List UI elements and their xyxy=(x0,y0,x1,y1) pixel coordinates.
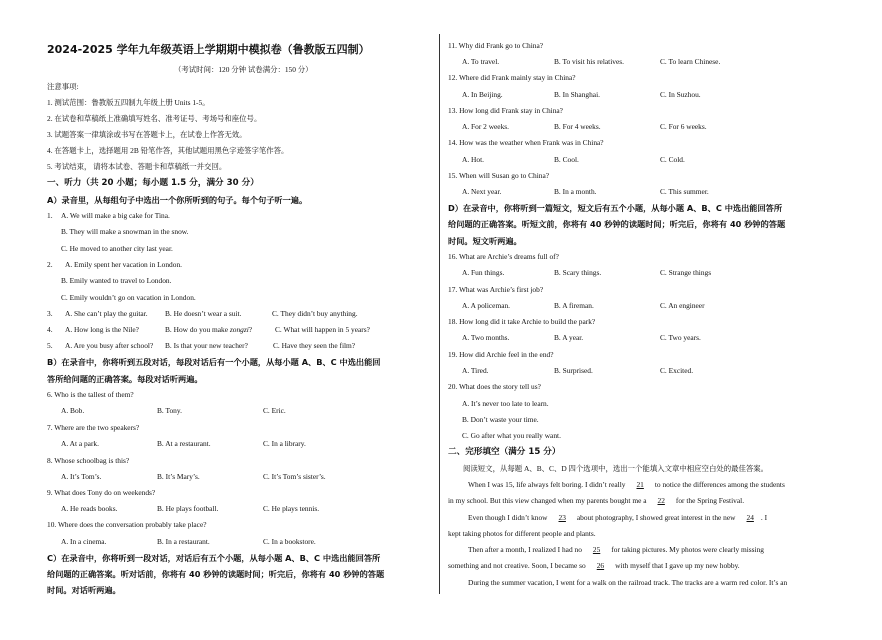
q16-question: 16. What are Archie’s dreams full of? xyxy=(448,252,559,261)
exam-title: 2024-2025 学年九年级英语上学期期中模拟卷（鲁教版五四制） xyxy=(47,43,370,56)
cloze-line-2 xyxy=(448,496,744,506)
q15-option-a: A. Next year. xyxy=(462,187,502,196)
q8-option-c: C. It’s Tom’s sister’s. xyxy=(263,472,326,481)
q16-option-a: A. Fun things. xyxy=(462,268,505,277)
q12-option-a: A. In Beijing. xyxy=(462,90,503,99)
cloze-blank-24[interactable]: 24 xyxy=(746,513,754,522)
q6-question: 6. Who is the tallest of them? xyxy=(47,390,134,399)
cloze-line-7: During the summer vacation, I went for a walk on the railroad track. The tracks are a warm red color. It’s an xyxy=(468,578,788,587)
q14-option-b: B. Cool. xyxy=(554,155,579,164)
note-item: 3. 试题答案一律填涂或书写在答题卡上，在试卷上作答无效。 xyxy=(47,130,247,139)
cloze-line-5 xyxy=(468,545,764,555)
q4-option-c: C. What will happen in 5 years? xyxy=(275,325,370,334)
notes-heading: 注意事项: xyxy=(47,82,79,91)
q4-option-b xyxy=(165,325,252,335)
q10-question: 10. Where does the conversation probably take place? xyxy=(47,520,207,529)
q6-option-a: A. Bob. xyxy=(61,406,85,415)
q2-option-a: A. Emily spent her vacation in London. xyxy=(65,260,182,269)
partC-instruction-line2: 给问题的正确答案。听对话前，你将有 40 秒钟的读题时间；听完后，你将有 40 秒钟的答题 xyxy=(47,569,385,579)
q4-number: 4. xyxy=(47,325,53,334)
cloze-blank-22[interactable]: 22 xyxy=(657,496,665,505)
q19-option-c: C. Excited. xyxy=(660,366,694,375)
q7-option-a: A. At a park. xyxy=(61,439,99,448)
q2-number: 2. xyxy=(47,260,53,269)
q11-question: 11. Why did Frank go to China? xyxy=(448,41,544,50)
cloze-text: about photography, I showed great interest in the new xyxy=(576,513,736,522)
q3-option-a: A. She can’t play the guitar. xyxy=(65,309,148,318)
cloze-intro: 阅读短文，从每题 A、B、C、D 四个选项中，选出一个能填入文章中相应空白处的最佳答案。 xyxy=(463,464,769,473)
q1-option-c: C. He moved to another city last year. xyxy=(61,244,173,253)
note-item: 1. 测试范围：鲁教版五四制九年级上册 Units 1-5。 xyxy=(47,98,210,107)
cloze-text: . I xyxy=(760,513,768,522)
q4-option-a: A. How long is the Nile? xyxy=(65,325,139,334)
q2-option-c: C. Emily wouldn’t go on vacation in London. xyxy=(61,293,196,302)
q19-question: 19. How did Archie feel in the end? xyxy=(448,350,554,359)
q5-option-c: C. Have they seen the film? xyxy=(273,341,356,350)
q7-question: 7. Where are the two speakers? xyxy=(47,423,140,432)
q8-option-a: A. It’s Tom’s. xyxy=(61,472,102,481)
q7-option-b: B. At a restaurant. xyxy=(157,439,211,448)
q9-option-b: B. He plays football. xyxy=(157,504,219,513)
q3-number: 3. xyxy=(47,309,53,318)
q18-question: 18. How long did it take Archie to build the park? xyxy=(448,317,596,326)
q13-option-c: C. For 6 weeks. xyxy=(660,122,707,131)
q15-option-c: C. This summer. xyxy=(660,187,709,196)
q8-option-b: B. It’s Mary’s. xyxy=(157,472,200,481)
q4-option-b-italic: zongzi xyxy=(229,325,249,334)
q16-option-c: C. Strange things xyxy=(660,268,712,277)
partA-instruction: A）录音里，从每组句子中选出一个你所听到的句子。每个句子听一遍。 xyxy=(47,195,308,205)
cloze-blank-25[interactable]: 25 xyxy=(592,545,601,554)
q18-option-a: A. Two months. xyxy=(462,333,510,342)
partD-instruction-line2: 给问题的正确答案。听短文前，你将有 40 秒钟的读题时间；听完后，你将有 40 秒钟的答题 xyxy=(448,219,786,229)
q5-option-a: A. Are you busy after school? xyxy=(65,341,154,350)
cloze-text: in my school. But this view changed when my parents bought me a xyxy=(448,496,647,505)
section2-heading: 二、完形填空（满分 15 分） xyxy=(448,447,561,457)
cloze-line-4: kept taking photos for different people and plants. xyxy=(448,529,596,538)
cloze-text: for taking pictures. My photos were clearly missing xyxy=(611,545,764,554)
q6-option-c: C. Eric. xyxy=(263,406,286,415)
cloze-line-6 xyxy=(448,561,740,571)
q17-question: 17. What was Archie’s first job? xyxy=(448,285,544,294)
q5-option-b: B. Is that your new teacher? xyxy=(165,341,248,350)
partD-instruction-line3: 时间。短文听两遍。 xyxy=(448,236,522,246)
partD-instruction-line1: D）在录音中，你将听到一篇短文，短文后有五个小题，从每小题 A、B、C 中选出能回答所 xyxy=(448,203,783,213)
q16-option-b: B. Scary things. xyxy=(554,268,602,277)
q11-option-c: C. To learn Chinese. xyxy=(660,57,721,66)
cloze-text: Even though I didn’t know xyxy=(468,513,548,522)
q9-question: 9. What does Tony do on weekends? xyxy=(47,488,156,497)
q4-option-b-text: B. How do you make xyxy=(165,325,230,334)
cloze-text: When I was 15, life always felt boring. I didn’t really xyxy=(468,480,626,489)
q12-option-b: B. In Shanghai. xyxy=(554,90,600,99)
section1-heading: 一、听力（共 20 小题；每小题 1.5 分，满分 30 分） xyxy=(47,178,259,188)
q14-option-c: C. Cold. xyxy=(660,155,685,164)
q19-option-b: B. Surprised. xyxy=(554,366,593,375)
partB-instruction-line2: 答所给问题的正确答案。每段对话听两遍。 xyxy=(47,374,203,384)
q9-option-c: C. He plays tennis. xyxy=(263,504,320,513)
note-item: 5. 考试结束， 请将本试卷、答题卡和草稿纸一并交回。 xyxy=(47,162,227,171)
q8-question: 8. Whose schoolbag is this? xyxy=(47,456,130,465)
q17-option-a: A. A policeman. xyxy=(462,301,511,310)
q10-option-b: B. In a restaurant. xyxy=(157,537,210,546)
q13-question: 13. How long did Frank stay in China? xyxy=(448,106,563,115)
q15-question: 15. When will Susan go to China? xyxy=(448,171,550,180)
cloze-line-1 xyxy=(468,480,785,490)
q6-option-b: B. Tony. xyxy=(157,406,182,415)
q17-option-b: B. A fireman. xyxy=(554,301,594,310)
q18-option-b: B. A year. xyxy=(554,333,584,342)
cloze-line-3 xyxy=(468,513,767,523)
partB-instruction-line1: B）在录音中，你将听到五段对话，每段对话后有一个小题，从每小题 A、B、C 中选出能回 xyxy=(47,357,381,367)
q1-number: 1. xyxy=(47,211,53,220)
q4-option-b-end: ? xyxy=(248,325,253,334)
q20-option-c: C. Go after what you really want. xyxy=(462,431,561,440)
q3-option-b: B. He doesn’t wear a suit. xyxy=(165,309,242,318)
exam-meta: （考试时间：120 分钟 试卷满分：150 分） xyxy=(174,65,313,74)
q7-option-c: C. In a library. xyxy=(263,439,306,448)
q11-option-b: B. To visit his relatives. xyxy=(554,57,624,66)
column-divider xyxy=(439,34,440,594)
partC-instruction-line1: C）在录音中，你将听到一段对话，对话后有五个小题，从每小题 A、B、C 中选出能回答所 xyxy=(47,553,381,563)
q10-option-a: A. In a cinema. xyxy=(61,537,107,546)
q17-option-c: C. An engineer xyxy=(660,301,705,310)
q1-option-b: B. They will make a snowman in the snow. xyxy=(61,227,189,236)
q14-question: 14. How was the weather when Frank was in China? xyxy=(448,138,604,147)
note-item: 4. 在答题卡上，选择题用 2B 铅笔作答，其他试题用黑色字迹签字笔作答。 xyxy=(47,146,289,155)
cloze-text: Then after a month, I realized I had no xyxy=(468,545,582,554)
q19-option-a: A. Tired. xyxy=(462,366,489,375)
q11-option-a: A. To travel. xyxy=(462,57,500,66)
cloze-blank-21[interactable]: 21 xyxy=(636,480,644,489)
q13-option-a: A. For 2 weeks. xyxy=(462,122,510,131)
cloze-blank-26[interactable]: 26 xyxy=(596,561,605,570)
cloze-text: to notice the differences among the students xyxy=(654,480,785,489)
q13-option-b: B. For 4 weeks. xyxy=(554,122,601,131)
q18-option-c: C. Two years. xyxy=(660,333,701,342)
q10-option-c: C. In a bookstore. xyxy=(263,537,316,546)
q20-option-b: B. Don’t waste your time. xyxy=(462,415,539,424)
cloze-text: something and not creative. Soon, I became so xyxy=(448,561,586,570)
q15-option-b: B. In a month. xyxy=(554,187,597,196)
cloze-text: with myself that I gave up my new hobby. xyxy=(615,561,740,570)
cloze-text: for the Spring Festival. xyxy=(675,496,745,505)
q14-option-a: A. Hot. xyxy=(462,155,484,164)
q2-option-b: B. Emily wanted to travel to London. xyxy=(61,276,172,285)
q9-option-a: A. He reads books. xyxy=(61,504,118,513)
cloze-blank-23[interactable]: 23 xyxy=(558,513,566,522)
q5-number: 5. xyxy=(47,341,53,350)
q20-question: 20. What does the story tell us? xyxy=(448,382,541,391)
partC-instruction-line3: 时间。对话听两遍。 xyxy=(47,585,121,595)
q3-option-c: C. They didn’t buy anything. xyxy=(272,309,358,318)
q12-option-c: C. In Suzhou. xyxy=(660,90,701,99)
q12-question: 12. Where did Frank mainly stay in China? xyxy=(448,73,576,82)
note-item: 2. 在试卷和草稿纸上准确填写姓名、准考证号、考场号和座位号。 xyxy=(47,114,262,123)
q20-option-a: A. It’s never too late to learn. xyxy=(462,399,549,408)
q1-option-a: A. We will make a big cake for Tina. xyxy=(61,211,170,220)
